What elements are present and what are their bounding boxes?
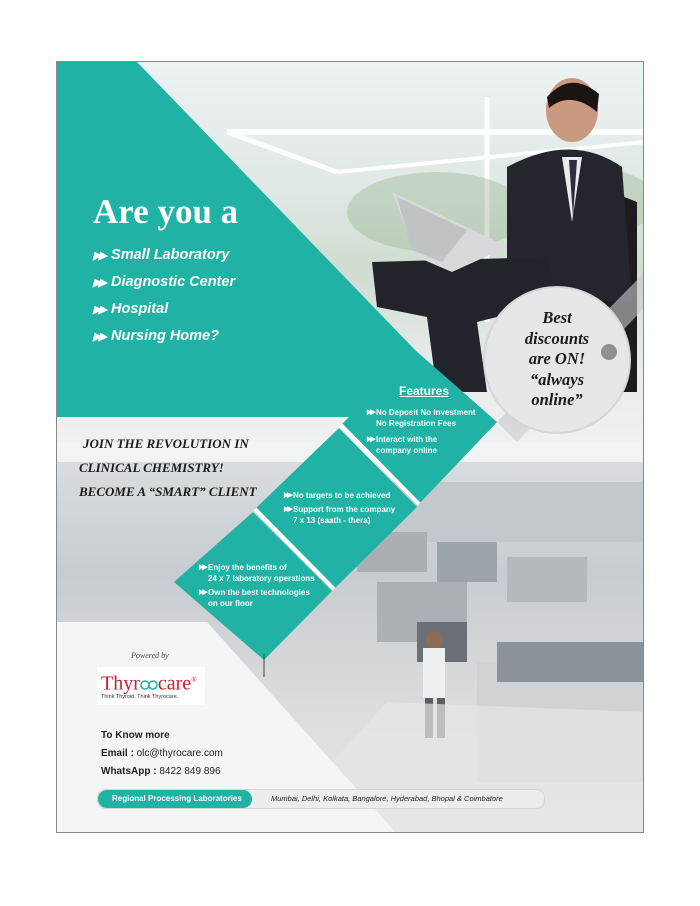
double-arrow-icon: ▶▶ [199, 589, 206, 596]
brand-name: care [157, 672, 192, 695]
list-item: ▶▶ Enjoy the benefits of 24 x 7 laboratory operations [199, 563, 315, 583]
hero-list [93, 242, 238, 350]
list-item: ▶▶ Own the best technologies on our floor [199, 588, 310, 608]
brand-name: Thyr [101, 672, 140, 695]
features-heading: Features [399, 384, 450, 398]
contact-whatsapp: WhatsApp : 8422 849 896 [101, 766, 221, 777]
badge-line: “always [529, 369, 585, 389]
badge-line: are ON! [528, 349, 586, 368]
list-item: ▶▶ Hospital [93, 296, 238, 323]
tag-hole-icon [601, 344, 617, 360]
hero-title: Are you a [93, 192, 239, 231]
double-arrow-icon: ▶▶ [284, 506, 291, 513]
flyer [56, 61, 644, 833]
double-o-icon [140, 673, 158, 683]
footer-label: Regional Processing Laboratories [98, 790, 252, 808]
list-item: ▶▶ No Deposit No Investment No Registration Fees [367, 408, 476, 428]
double-arrow-icon: ▶▶ [284, 492, 291, 499]
double-arrow-icon: ▶▶ [93, 331, 104, 343]
double-arrow-icon: ▶▶ [93, 277, 104, 289]
double-arrow-icon: ▶▶ [367, 436, 374, 443]
tagline-line: JOIN THE REVOLUTION IN [83, 436, 249, 451]
powered-by: Powered by [131, 651, 169, 660]
feature-box-3 [199, 562, 315, 609]
list-item: ▶▶ Support from the company 7 x 13 (saath - thera) [284, 505, 396, 525]
tagline-line: BECOME A “SMART” CLIENT [79, 484, 257, 499]
double-arrow-icon: ▶▶ [199, 564, 206, 571]
double-arrow-icon: ▶▶ [93, 304, 104, 316]
tagline [79, 432, 257, 504]
footer-bar [97, 789, 545, 809]
list-item: ▶▶ Diagnostic Center [93, 269, 238, 296]
badge-line: Best [542, 308, 572, 327]
list-item: ▶▶ No targets to be achieved [284, 491, 391, 500]
discount-badge [485, 288, 629, 432]
email-link[interactable]: olc@thyrocare.com [136, 748, 223, 759]
footer-cities: Mumbai, Delhi, Kolkata, Bangalore, Hyderabad, Bhopal & Coimbatore [271, 794, 503, 803]
double-arrow-icon: ▶▶ [367, 409, 374, 416]
feature-box-2 [284, 490, 395, 526]
tagline-line: CLINICAL CHEMISTRY! [79, 460, 224, 475]
feature-box-1 [367, 407, 476, 456]
contact [101, 727, 223, 781]
thyrocare-logo[interactable]: Thyr care® Think Thyroid. Think Thyrocare. [97, 667, 205, 705]
badge-line: discounts [524, 328, 590, 348]
brand-slogan: Think Thyroid. Think Thyrocare. [101, 694, 179, 700]
list-item: ▶▶ Interact with the company online [367, 435, 438, 455]
badge-line: online” [531, 390, 583, 409]
hero [93, 190, 238, 350]
whatsapp-number[interactable]: 8422 849 896 [159, 766, 221, 777]
contact-email: Email : olc@thyrocare.com [101, 748, 223, 759]
list-item: ▶▶ Small Laboratory [93, 242, 238, 269]
list-item: ▶▶ Nursing Home? [93, 323, 238, 350]
double-arrow-icon: ▶▶ [93, 250, 104, 262]
contact-heading: To Know more [101, 730, 170, 741]
